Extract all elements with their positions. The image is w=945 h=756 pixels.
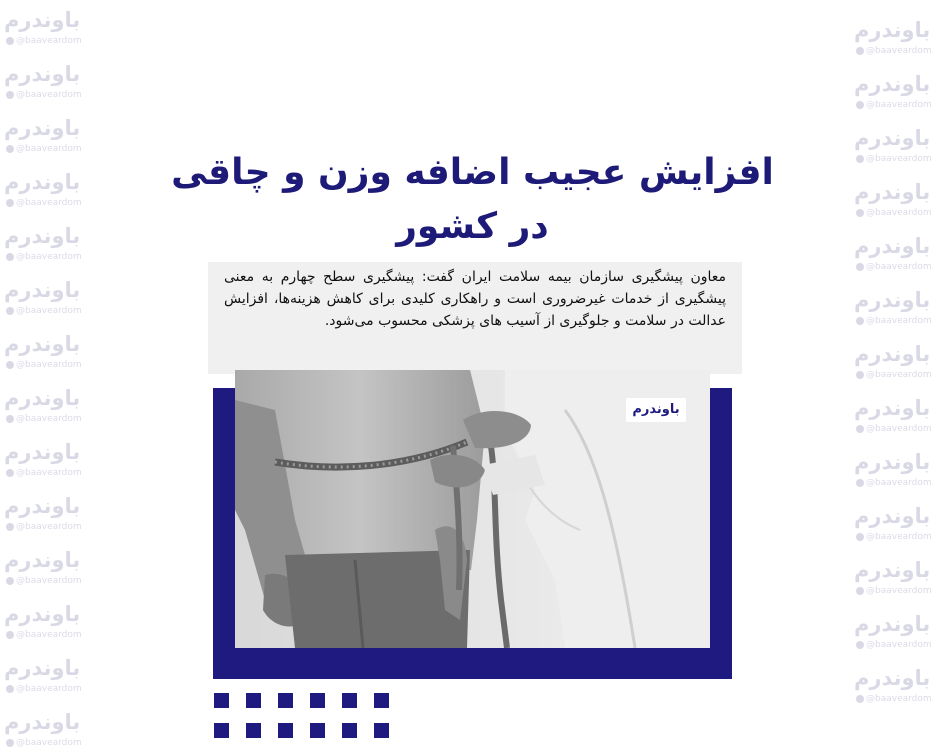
instagram-icon <box>6 37 14 45</box>
watermark-logo: باوندرم <box>4 8 81 32</box>
instagram-icon <box>856 263 864 271</box>
watermark: باوندرم @baaveardom <box>4 332 82 370</box>
instagram-icon <box>6 91 14 99</box>
watermark: باوندرم @baaveardom <box>854 234 932 272</box>
instagram-icon <box>856 155 864 163</box>
watermark: باوندرم @baaveardom <box>854 342 932 380</box>
instagram-icon <box>856 479 864 487</box>
watermark: باوندرم @baaveardom <box>4 116 82 154</box>
instagram-icon <box>6 415 14 423</box>
instagram-icon <box>856 533 864 541</box>
watermark: باوندرم @baaveardom <box>854 288 932 326</box>
instagram-icon <box>856 425 864 433</box>
instagram-icon <box>6 361 14 369</box>
watermark: باوندرم @baaveardom <box>4 602 82 640</box>
watermark: باوندرم @baaveardom <box>854 504 932 542</box>
photo <box>235 370 710 648</box>
grid-square <box>214 723 229 738</box>
grid-square <box>246 723 261 738</box>
watermark-handle: @baaveardom <box>6 36 82 46</box>
instagram-icon <box>856 695 864 703</box>
headline-title: افزایش عجیب اضافه وزن و چاقی در کشور <box>171 152 774 247</box>
grid-square <box>278 693 293 708</box>
square-grid-icon <box>214 693 394 745</box>
grid-square <box>342 723 357 738</box>
instagram-icon <box>856 101 864 109</box>
watermark: باوندرم @baaveardom <box>854 180 932 218</box>
watermark: باوندرم @baaveardom <box>4 170 82 208</box>
watermark: باوندرم @baaveardom <box>854 72 932 110</box>
watermark: باوندرم @baaveardom <box>4 224 82 262</box>
watermark: باوندرم @baaveardom <box>4 62 82 100</box>
watermark: باوندرم @baaveardom <box>854 666 932 704</box>
instagram-icon <box>6 577 14 585</box>
instagram-icon <box>856 371 864 379</box>
instagram-icon <box>6 199 14 207</box>
watermark <box>0 0 95 54</box>
instagram-icon <box>6 145 14 153</box>
grid-square <box>374 723 389 738</box>
grid-square <box>214 693 229 708</box>
grid-square <box>310 693 325 708</box>
instagram-icon <box>6 631 14 639</box>
instagram-icon <box>856 587 864 595</box>
watermark-column-left <box>0 0 95 756</box>
watermark: باوندرم @baaveardom <box>854 450 932 488</box>
watermark: باوندرم @baaveardom <box>4 710 82 748</box>
instagram-icon <box>6 469 14 477</box>
instagram-icon <box>6 253 14 261</box>
grid-square <box>278 723 293 738</box>
watermark: باوندرم @baaveardom <box>854 126 932 164</box>
grid-square <box>246 693 261 708</box>
instagram-icon <box>6 685 14 693</box>
instagram-icon <box>6 739 14 747</box>
watermark: باوندرم @baaveardom <box>854 396 932 434</box>
instagram-icon <box>856 317 864 325</box>
instagram-icon <box>6 307 14 315</box>
instagram-icon <box>856 47 864 55</box>
watermark: باوندرم @baaveardom <box>4 386 82 424</box>
watermark: باوندرم @baaveardom <box>4 548 82 586</box>
grid-square <box>310 723 325 738</box>
grid-square <box>342 693 357 708</box>
watermark-column-right <box>850 0 945 756</box>
watermark: باوندرم @baaveardom <box>4 494 82 532</box>
watermark: باوندرم @baaveardom <box>4 440 82 478</box>
grid-square <box>374 693 389 708</box>
photo-brand-logo: باوندرم <box>626 398 686 422</box>
watermark: باوندرم @baaveardom <box>854 18 932 56</box>
watermark: باوندرم @baaveardom <box>4 278 82 316</box>
description-text: معاون پیشگیری سازمان بیمه سلامت ایران گفت: پیشگیری سطح چهارم به معنی پیشگیری از خدمات غیرضروری است و راهکاری کلیدی برای کاهش هزینه‌ها، افزایش عدالت در سلامت و جلوگیری از آسیب های پزشکی محسوب می‌شود. <box>208 262 742 374</box>
watermark: باوندرم @baaveardom <box>854 612 932 650</box>
instagram-icon <box>6 523 14 531</box>
watermark: باوندرم @baaveardom <box>4 656 82 694</box>
instagram-icon <box>856 641 864 649</box>
instagram-icon <box>856 209 864 217</box>
watermark: باوندرم @baaveardom <box>854 558 932 596</box>
